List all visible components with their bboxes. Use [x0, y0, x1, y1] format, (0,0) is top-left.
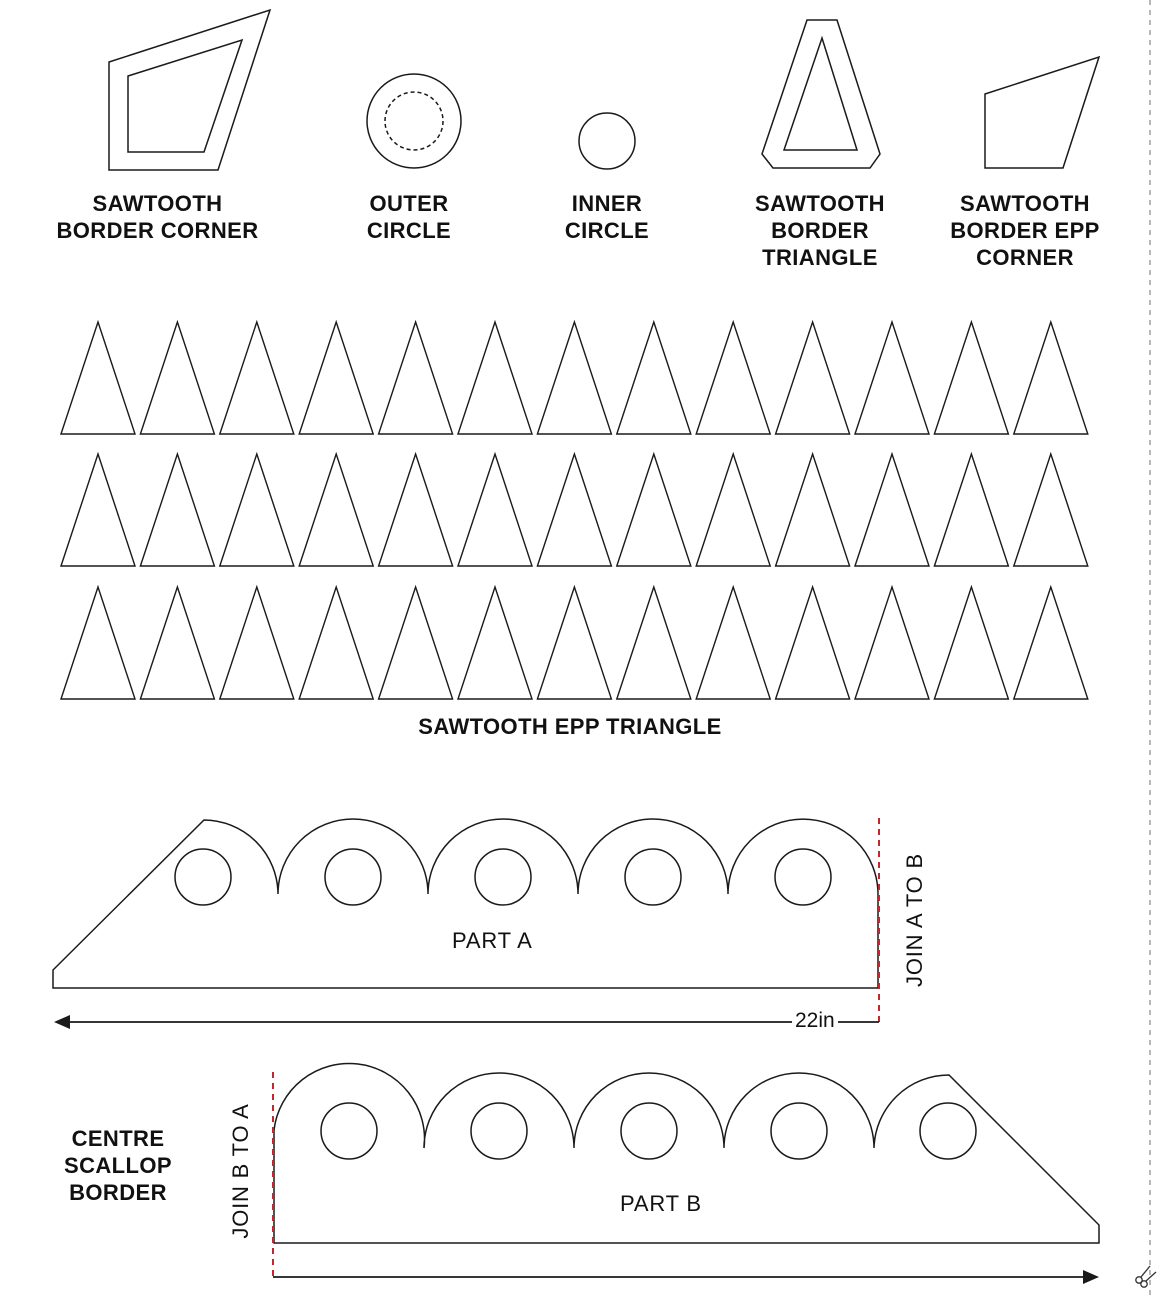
- epp-triangle: [220, 322, 294, 434]
- outer-circle-shape: [367, 74, 461, 168]
- join-b-to-a-label: JOIN B TO A: [228, 1103, 253, 1239]
- label-line: BORDER EPP: [950, 218, 1100, 243]
- label-sawtooth-border-triangle: [740, 190, 900, 271]
- part-a-hole: [625, 849, 681, 905]
- epp-triangle: [1014, 322, 1088, 434]
- dimension-arrow-a: [54, 1015, 879, 1029]
- label-line: SAWTOOTH EPP TRIANGLE: [418, 714, 722, 739]
- epp-triangle: [537, 322, 611, 434]
- part-b-title: PART B: [620, 1191, 702, 1216]
- label-line: CIRCLE: [366, 218, 452, 243]
- epp-triangle: [855, 322, 929, 434]
- part-a-hole: [775, 849, 831, 905]
- epp-triangle: [537, 587, 611, 699]
- epp-triangle: [934, 454, 1008, 566]
- label-line: CORNER: [976, 245, 1074, 270]
- inner-circle-shape: [579, 113, 635, 169]
- epp-triangle: [776, 322, 850, 434]
- label-line: BORDER: [69, 1180, 167, 1205]
- part-a-title: PART A: [452, 928, 533, 953]
- epp-triangle: [776, 454, 850, 566]
- epp-triangle: [617, 322, 691, 434]
- join-a-to-b-label: JOIN A TO B: [902, 853, 927, 987]
- epp-triangle: [855, 587, 929, 699]
- epp-triangle: [61, 322, 135, 434]
- label-sawtooth-border-corner: [40, 190, 275, 244]
- epp-triangle: [61, 587, 135, 699]
- label-line: TRIANGLE: [762, 245, 878, 270]
- part-a-hole: [175, 849, 231, 905]
- epp-triangle: [61, 454, 135, 566]
- part-a-hole: [325, 849, 381, 905]
- epp-triangle: [140, 587, 214, 699]
- epp-triangle: [299, 322, 373, 434]
- label-line: CIRCLE: [564, 218, 650, 243]
- dimension-label: 22in: [792, 1009, 838, 1033]
- label-line: BORDER: [771, 218, 869, 243]
- label-line: SCALLOP: [64, 1153, 172, 1178]
- epp-triangle: [1014, 454, 1088, 566]
- part-b-hole: [920, 1103, 976, 1159]
- part-a-outline: [53, 819, 878, 988]
- epp-triangle: [299, 587, 373, 699]
- epp-triangle: [855, 454, 929, 566]
- epp-triangle: [458, 587, 532, 699]
- epp-triangle: [696, 454, 770, 566]
- label-line: SAWTOOTH: [92, 191, 223, 216]
- epp-triangle: [776, 587, 850, 699]
- label-centre-scallop-border: [48, 1125, 188, 1206]
- label-line: BORDER CORNER: [56, 218, 259, 243]
- scissors-icon: [1136, 1266, 1156, 1287]
- epp-triangle: [379, 454, 453, 566]
- label-sawtooth-epp-triangle: [370, 713, 770, 740]
- epp-triangle: [379, 322, 453, 434]
- part-b-hole: [471, 1103, 527, 1159]
- epp-triangle: [220, 587, 294, 699]
- sawtooth-border-corner-shape: [109, 10, 270, 170]
- part-b-hole: [621, 1103, 677, 1159]
- epp-triangle: [458, 322, 532, 434]
- label-outer-circle: [339, 190, 479, 244]
- part-b-hole: [771, 1103, 827, 1159]
- dimension-arrow-b: [273, 1270, 1099, 1284]
- epp-triangle: [220, 454, 294, 566]
- label-inner-circle: [537, 190, 677, 244]
- epp-triangle: [537, 454, 611, 566]
- sawtooth-border-epp-corner-shape: [985, 57, 1099, 168]
- epp-triangle: [379, 587, 453, 699]
- label-line: INNER: [571, 191, 643, 216]
- label-line: OUTER: [369, 191, 449, 216]
- epp-triangle: [299, 454, 373, 566]
- sawtooth-border-triangle-shape: [762, 20, 880, 168]
- part-a-hole: [475, 849, 531, 905]
- label-line: SAWTOOTH: [960, 191, 1090, 216]
- epp-triangle-grid: [61, 322, 1088, 699]
- label-sawtooth-border-epp-corner: [940, 190, 1110, 271]
- epp-triangle: [458, 454, 532, 566]
- part-b-hole: [321, 1103, 377, 1159]
- label-line: CENTRE: [71, 1126, 165, 1151]
- epp-triangle: [1014, 587, 1088, 699]
- epp-triangle: [140, 454, 214, 566]
- epp-triangle: [617, 587, 691, 699]
- epp-triangle: [696, 587, 770, 699]
- epp-triangle: [617, 454, 691, 566]
- epp-triangle: [140, 322, 214, 434]
- label-line: SAWTOOTH: [755, 191, 885, 216]
- part-a-template: [53, 819, 878, 988]
- epp-triangle: [934, 322, 1008, 434]
- epp-triangle: [696, 322, 770, 434]
- epp-triangle: [934, 587, 1008, 699]
